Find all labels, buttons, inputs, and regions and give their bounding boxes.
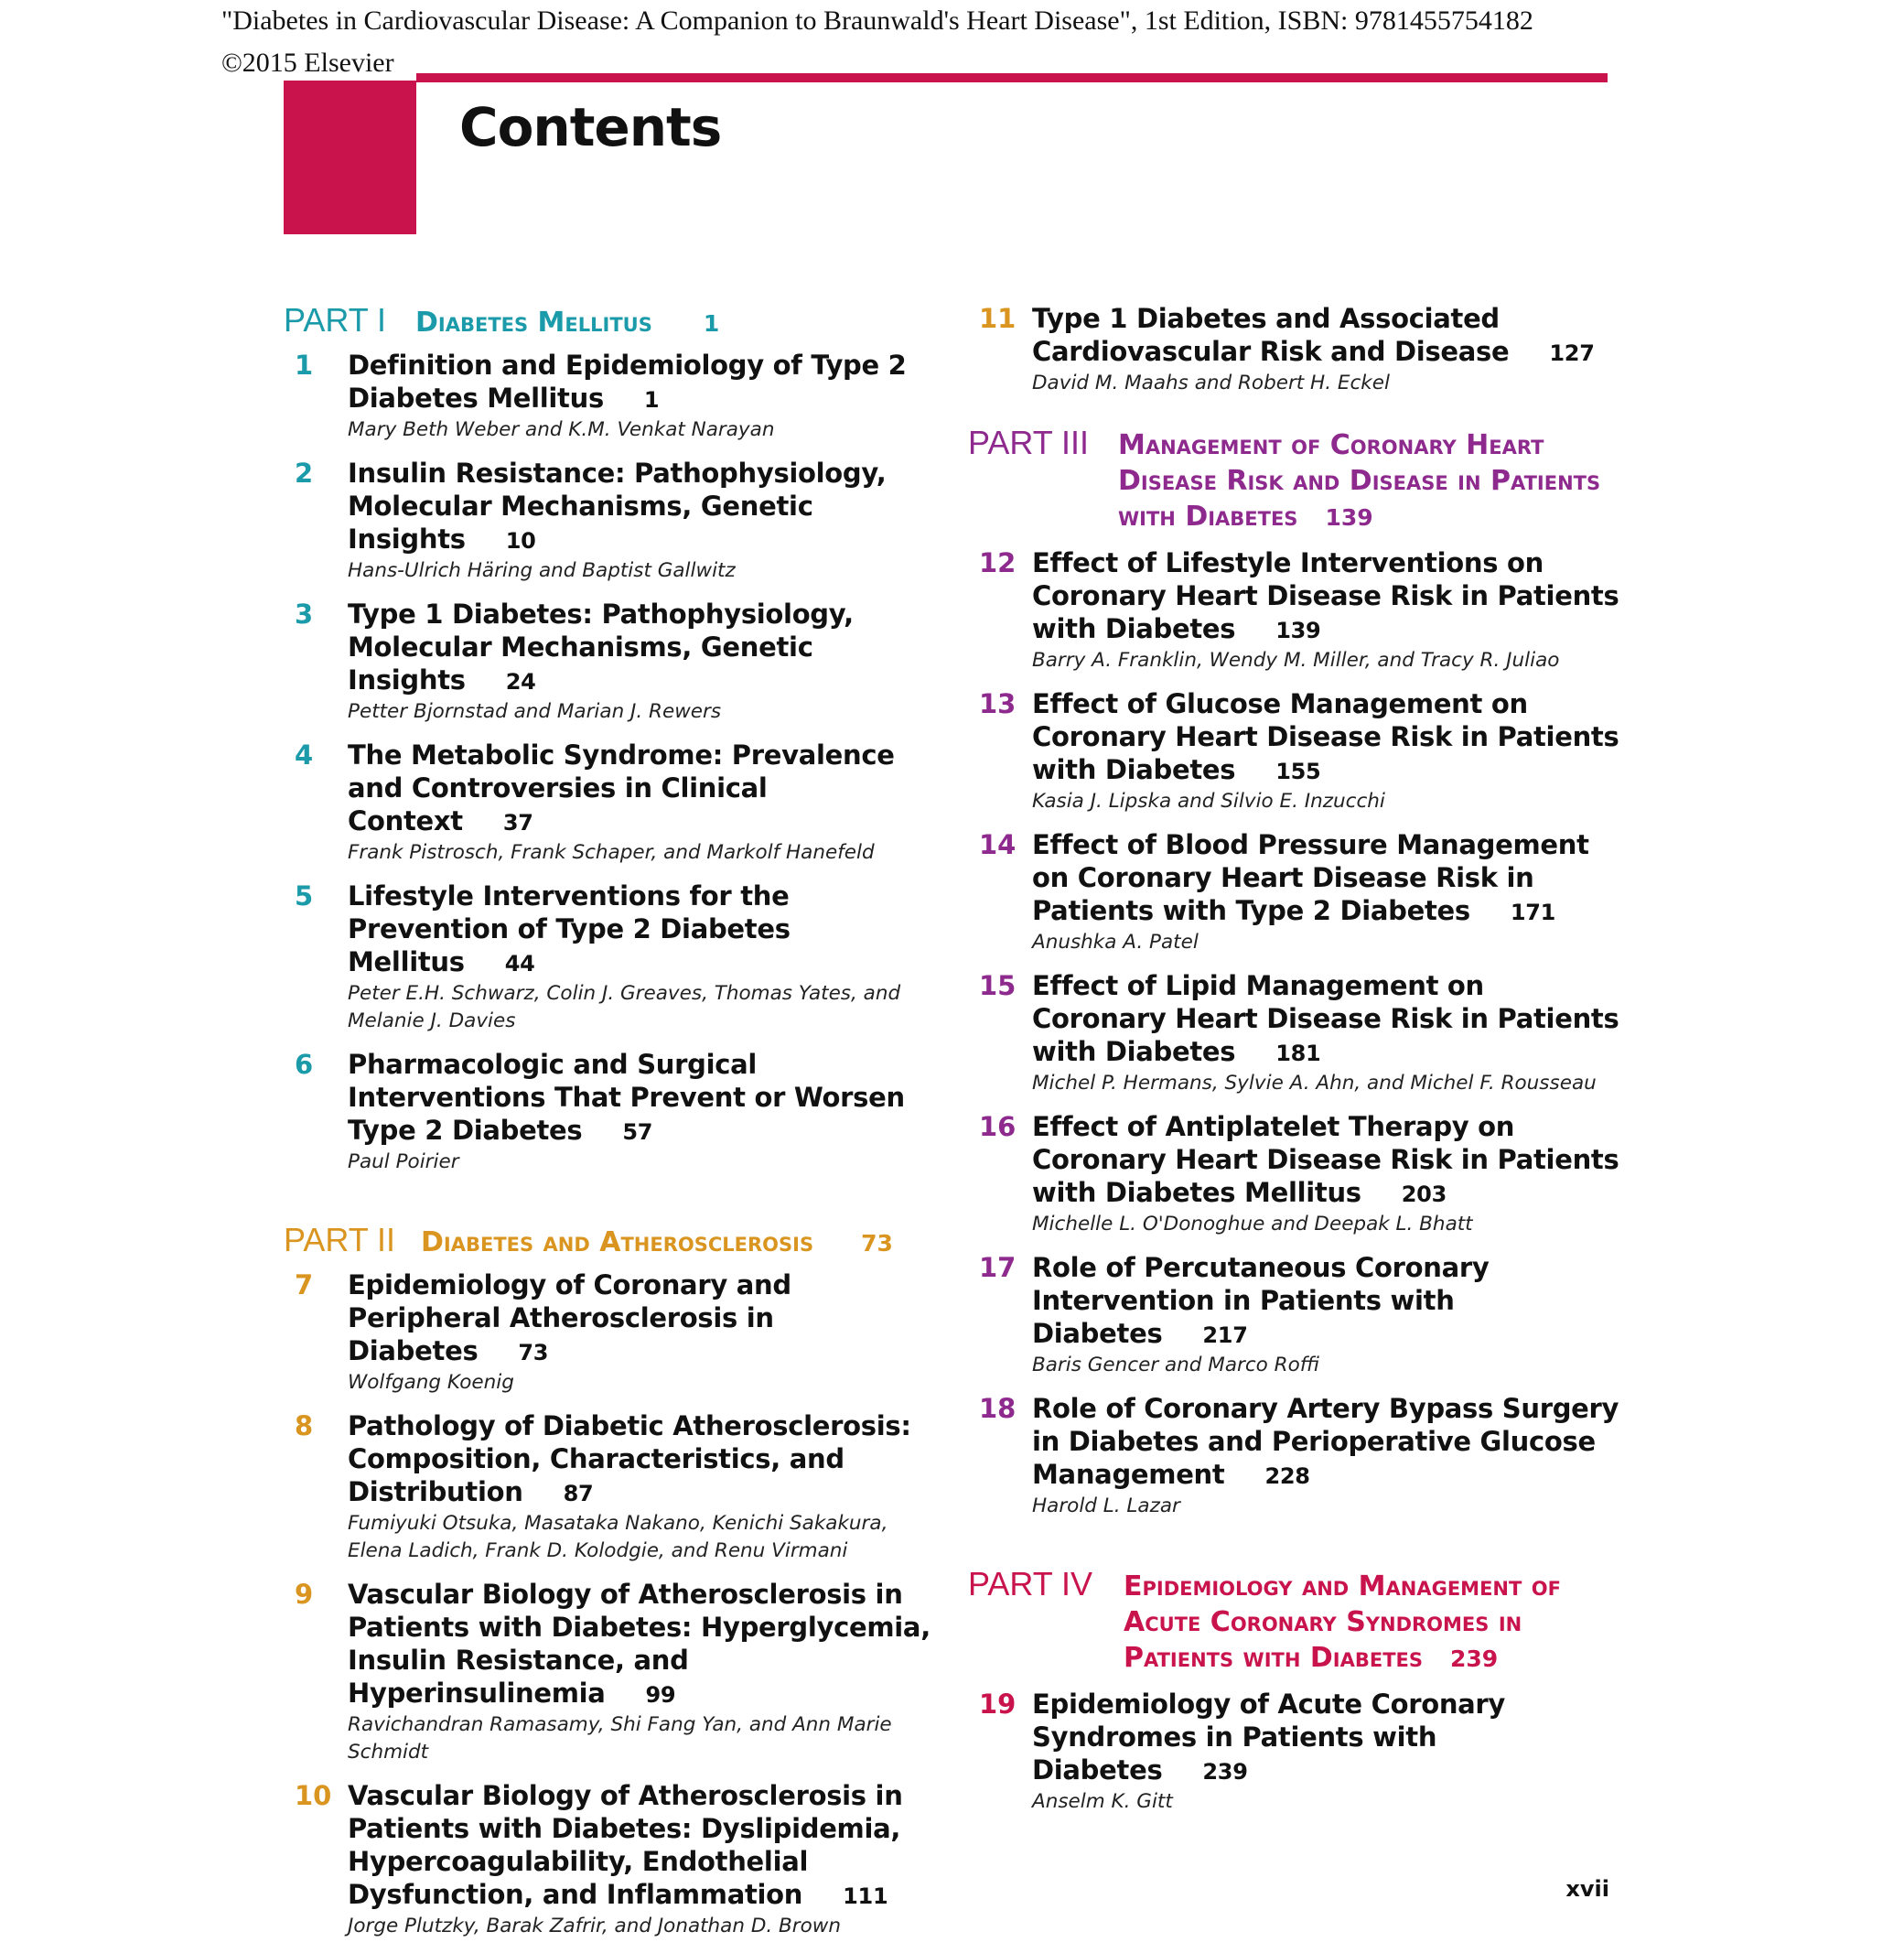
part-label: PART IV [968, 1565, 1093, 1602]
toc-entry-2[interactable] [284, 457, 942, 585]
part-label: PART III [968, 424, 1090, 461]
part-label: PART II [284, 1221, 396, 1258]
chapter-authors: Petter Bjornstad and Marian J. Rewers [348, 700, 722, 723]
chapter-title: Epidemiology of Acute Coronary Syndromes in Patients with Diabetes [1032, 1689, 1506, 1786]
chapter-authors: Michelle L. O'Donoghue and Deepak L. Bhatt [1032, 1213, 1473, 1235]
toc-entry-6[interactable] [284, 1048, 942, 1176]
chapter-number: 19 [979, 1689, 1017, 1720]
chapter-authors: Harold L. Lazar [1032, 1494, 1180, 1517]
page-title: Contents [459, 96, 722, 158]
citation-line-2: ©2015 Elsevier [221, 48, 394, 78]
part-title: Management of Coronary Heart Disease Risk and Disease in Patients with Diabetes [1118, 429, 1601, 533]
part-page: 139 [1325, 504, 1373, 531]
toc-entry-1[interactable] [284, 349, 942, 444]
toc-entry-11[interactable] [968, 302, 1627, 397]
chapter-number: 15 [979, 970, 1017, 1001]
chapter-page: 127 [1549, 340, 1595, 366]
chapter-title: Pathology of Diabetic Atherosclerosis: Composition, Characteristics, and Distribution [348, 1410, 911, 1507]
chapter-number: 5 [295, 880, 314, 912]
toc-left-column [284, 302, 942, 1953]
chapter-title: Lifestyle Interventions for the Prevention of Type 2 Diabetes Mellitus [348, 880, 791, 977]
chapter-title: Definition and Epidemiology of Type 2 Diabetes Mellitus [348, 350, 907, 414]
toc-entry-18[interactable] [968, 1392, 1627, 1520]
chapter-title: Insulin Resistance: Pathophysiology, Molecular Mechanisms, Genetic Insights [348, 458, 887, 555]
chapter-number: 17 [979, 1252, 1017, 1283]
chapter-number: 4 [295, 739, 314, 771]
toc-entry-10[interactable] [284, 1779, 942, 1940]
chapter-title: Effect of Lifestyle Interventions on Coronary Heart Disease Risk in Patients with Diabetes [1032, 547, 1619, 644]
top-rule [416, 73, 1608, 82]
chapter-page: 239 [1202, 1759, 1248, 1785]
toc-entry-12[interactable] [968, 546, 1627, 674]
toc-entry-17[interactable] [968, 1251, 1627, 1379]
chapter-number: 3 [295, 599, 314, 630]
toc-entry-3[interactable] [284, 598, 942, 726]
citation-line-1: "Diabetes in Cardiovascular Disease: A Companion to Braunwald's Heart Disease", 1st Edition, ISBN: 9781455754182 [221, 5, 1533, 36]
citation-header [221, 0, 1533, 84]
part-1 [284, 302, 942, 341]
chapter-number: 12 [979, 547, 1017, 578]
chapter-number: 9 [295, 1579, 314, 1610]
toc-right-column [968, 302, 1627, 1829]
header-color-block [284, 81, 416, 234]
chapter-page: 111 [843, 1883, 888, 1909]
chapter-number: 16 [979, 1111, 1017, 1142]
chapter-authors: David M. Maahs and Robert H. Eckel [1032, 372, 1390, 394]
chapter-number: 2 [295, 458, 314, 489]
chapter-number: 7 [295, 1269, 314, 1300]
part-3 [968, 425, 1627, 535]
chapter-title: Type 1 Diabetes: Pathophysiology, Molecular Mechanisms, Genetic Insights [348, 599, 854, 696]
part-4 [968, 1566, 1627, 1677]
toc-entry-4[interactable] [284, 739, 942, 867]
chapter-title: Role of Coronary Artery Bypass Surgery in Diabetes and Perioperative Glucose Management [1032, 1393, 1619, 1490]
chapter-authors: Ravichandran Ramasamy, Shi Fang Yan, and Ann Marie Schmidt [348, 1713, 892, 1764]
part-page: 1 [703, 310, 720, 337]
chapter-title: Epidemiology of Coronary and Peripheral Atherosclerosis in Diabetes [348, 1269, 791, 1366]
chapter-page: 24 [505, 669, 536, 695]
chapter-page: 44 [504, 951, 535, 976]
chapter-authors: Mary Beth Weber and K.M. Venkat Narayan [348, 418, 775, 441]
chapter-number: 13 [979, 688, 1017, 719]
chapter-number: 18 [979, 1393, 1017, 1424]
chapter-title: Effect of Lipid Management on Coronary Heart Disease Risk in Patients with Diabetes [1032, 970, 1619, 1067]
part-title: Diabetes Mellitus [415, 307, 652, 339]
chapter-title: Vascular Biology of Atherosclerosis in Patients with Diabetes: Hyperglycemia, Insulin Resistance, and Hyperinsulinemia [348, 1579, 930, 1709]
chapter-authors: Kasia J. Lipska and Silvio E. Inzucchi [1032, 790, 1385, 813]
chapter-page: 73 [518, 1340, 549, 1365]
chapter-title: Pharmacologic and Surgical Interventions That Prevent or Worsen Type 2 Diabetes [348, 1049, 905, 1146]
chapter-page: 87 [563, 1481, 594, 1506]
chapter-authors: Paul Poirier [348, 1150, 459, 1173]
chapter-number: 14 [979, 829, 1017, 860]
chapter-page: 139 [1275, 618, 1321, 643]
toc-entry-15[interactable] [968, 969, 1627, 1097]
chapter-page: 203 [1401, 1182, 1447, 1207]
chapter-page: 57 [622, 1119, 653, 1145]
toc-entry-13[interactable] [968, 687, 1627, 815]
chapter-number: 11 [979, 303, 1017, 334]
toc-entry-7[interactable] [284, 1268, 942, 1397]
chapter-page: 155 [1275, 759, 1321, 784]
toc-entry-9[interactable] [284, 1578, 942, 1766]
chapter-title: Effect of Blood Pressure Management on Coronary Heart Disease Risk in Patients with Type 2 Diabetes [1032, 829, 1589, 926]
chapter-title: Effect of Glucose Management on Coronary Heart Disease Risk in Patients with Diabetes [1032, 688, 1619, 785]
chapter-page: 181 [1275, 1041, 1321, 1066]
chapter-title: Type 1 Diabetes and Associated Cardiovascular Risk and Disease [1032, 303, 1510, 367]
chapter-number: 6 [295, 1049, 314, 1080]
chapter-authors: Anushka A. Patel [1032, 931, 1199, 954]
chapter-title: Vascular Biology of Atherosclerosis in Patients with Diabetes: Dyslipidemia, Hypercoagulability, Endothelial Dysfunction, and Inflammation [348, 1780, 903, 1910]
chapter-authors: Wolfgang Koenig [348, 1371, 514, 1394]
part-page: 239 [1450, 1645, 1499, 1672]
part-title: Diabetes and Atherosclerosis [421, 1226, 814, 1258]
chapter-title: Effect of Antiplatelet Therapy on Coronary Heart Disease Risk in Patients with Diabetes Mellitus [1032, 1111, 1619, 1208]
toc-entry-8[interactable] [284, 1409, 942, 1565]
chapter-authors: Anselm K. Gitt [1032, 1790, 1173, 1813]
chapter-authors: Frank Pistrosch, Frank Schaper, and Markolf Hanefeld [348, 841, 875, 864]
chapter-authors: Fumiyuki Otsuka, Masataka Nakano, Kenichi Sakakura, Elena Ladich, Frank D. Kolodgie, and Renu Virmani [348, 1512, 888, 1562]
toc-entry-14[interactable] [968, 828, 1627, 956]
chapter-authors: Hans-Ulrich Häring and Baptist Gallwitz [348, 559, 736, 582]
chapter-page: 37 [502, 810, 533, 836]
toc-entry-19[interactable] [968, 1688, 1627, 1816]
chapter-authors: Peter E.H. Schwarz, Colin J. Greaves, Thomas Yates, and Melanie J. Davies [348, 982, 901, 1032]
part-page: 73 [861, 1230, 893, 1257]
chapter-title: Role of Percutaneous Coronary Intervention in Patients with Diabetes [1032, 1252, 1490, 1349]
chapter-page: 10 [505, 528, 536, 554]
toc-entry-16[interactable] [968, 1110, 1627, 1238]
chapter-authors: Barry A. Franklin, Wendy M. Miller, and Tracy R. Juliao [1032, 649, 1560, 672]
toc-entry-5[interactable] [284, 879, 942, 1035]
page-number: xvii [1565, 1876, 1609, 1902]
chapter-page: 1 [643, 387, 660, 413]
chapter-page: 228 [1264, 1463, 1310, 1489]
chapter-page: 99 [645, 1682, 676, 1708]
part-2 [284, 1222, 942, 1261]
chapter-authors: Jorge Plutzky, Barak Zafrir, and Jonathan D. Brown [348, 1915, 841, 1937]
chapter-number: 1 [295, 350, 314, 381]
chapter-page: 171 [1510, 900, 1556, 925]
part-label: PART I [284, 301, 387, 339]
part-title: Epidemiology and Management of Acute Coronary Syndromes in Patients with Diabetes [1124, 1570, 1561, 1674]
chapter-number: 8 [295, 1410, 314, 1441]
chapter-authors: Michel P. Hermans, Sylvie A. Ahn, and Michel F. Rousseau [1032, 1072, 1597, 1095]
chapter-authors: Baris Gencer and Marco Roffi [1032, 1354, 1320, 1376]
chapter-number: 10 [295, 1780, 332, 1811]
chapter-page: 217 [1202, 1322, 1248, 1348]
chapter-title: The Metabolic Syndrome: Prevalence and Controversies in Clinical Context [348, 739, 895, 836]
